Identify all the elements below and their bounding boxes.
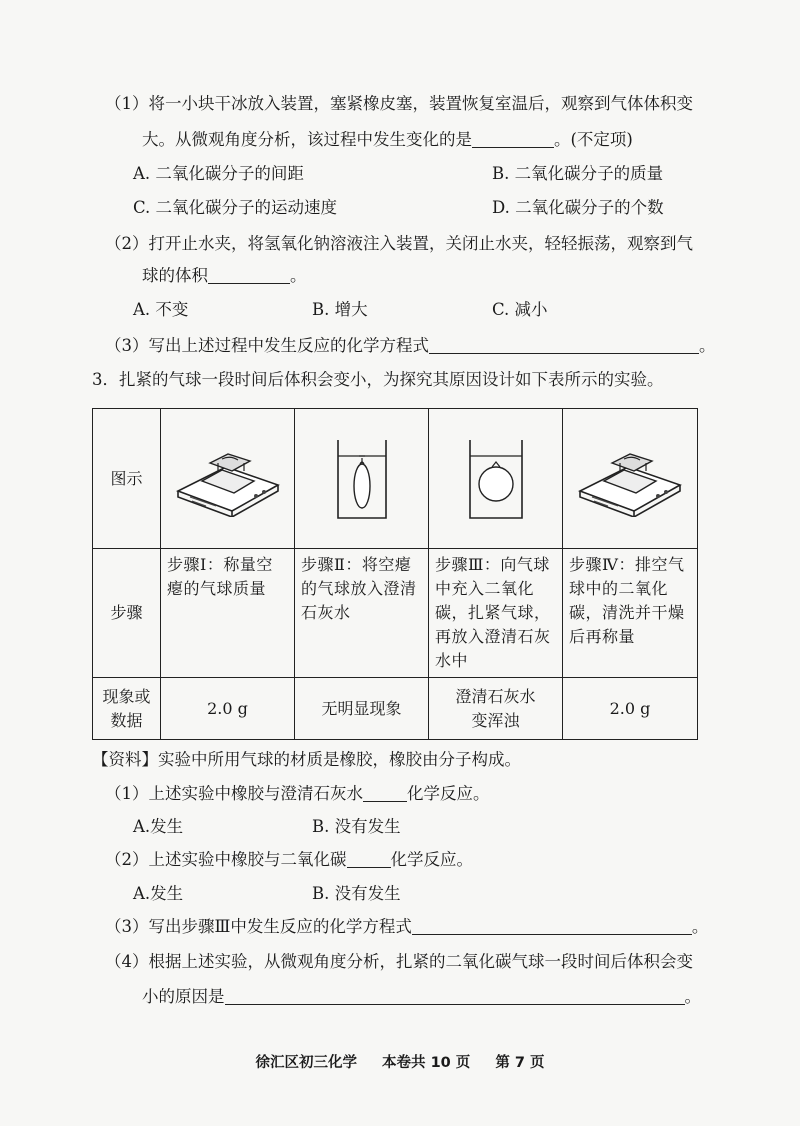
info-text: 【资料】实验中所用气球的材质是橡胶，橡胶由分子构成。 (92, 750, 521, 769)
table-row-figures (93, 409, 698, 549)
q1-answer-blank[interactable] (472, 129, 554, 148)
q1-line2-text: 大。从微观角度分析，该过程中发生变化的是 (142, 130, 472, 149)
figure-cell-3 (429, 409, 563, 549)
p2-line (105, 848, 473, 872)
table-row-steps (93, 549, 698, 678)
q2-answer-blank[interactable] (208, 265, 290, 284)
page-footer (0, 1051, 800, 1072)
row-header-steps: 步骤 (93, 549, 161, 678)
p4-text: 小的原因是 (142, 987, 225, 1006)
step-1-text: 步骤Ⅰ：称量空瘪的气球质量 (161, 549, 295, 678)
p2-text-a: （2）上述实验中橡胶与二氧化碳 (105, 850, 347, 869)
p4-answer-blank[interactable] (225, 986, 685, 1005)
q1-option-b: B. 二氧化碳分子的质量 (492, 164, 664, 183)
q3-text: （3）写出上述过程中发生反应的化学方程式 (105, 336, 429, 355)
beaker-inflated-balloon-icon (429, 410, 562, 548)
p3-line (105, 915, 708, 939)
q1-line2 (142, 128, 633, 152)
p3-answer-blank[interactable] (412, 916, 692, 935)
p1-text-a: （1）上述实验中橡胶与澄清石灰水 (105, 784, 363, 803)
result-4: 2.0 g (563, 678, 698, 740)
p4-line2 (142, 985, 701, 1009)
p2-answer-blank[interactable] (347, 849, 391, 868)
p2-option-b: B. 没有发生 (312, 884, 401, 903)
balance-icon (563, 410, 697, 548)
q1-option-a: A. 二氧化碳分子的间距 (133, 164, 304, 183)
q2-line2-text: 球的体积 (142, 266, 208, 285)
q2-option-c: C. 减小 (492, 300, 548, 319)
q2-option-a: A. 不变 (133, 300, 189, 319)
result-2: 无明显现象 (295, 678, 429, 740)
q2-line2 (142, 264, 307, 288)
footer-page-number: 第 7 页 (495, 1055, 545, 1071)
experiment-table (92, 408, 698, 740)
q3-line (105, 334, 716, 358)
table-row-results (93, 678, 698, 740)
step-4-text: 步骤Ⅳ：排空气球中的二氧化碳，清洗并干燥后再称量 (563, 549, 698, 678)
p2-text-b: 化学反应。 (390, 850, 473, 869)
p4-end: 。 (684, 987, 701, 1006)
q1-option-d: D. 二氧化碳分子的个数 (492, 198, 664, 217)
p1-answer-blank[interactable] (363, 783, 407, 802)
balance-icon (161, 410, 294, 548)
p1-text-b: 化学反应。 (407, 784, 490, 803)
row-header-results: 现象或数据 (93, 678, 161, 740)
q1-line1: （1）将一小块干冰放入装置，塞紧橡皮塞，装置恢复室温后，观察到气体体积变 (105, 94, 693, 113)
footer-total-pages: 本卷共 10 页 (382, 1055, 471, 1071)
figure-cell-1 (161, 409, 295, 549)
p2-option-a: A.发生 (133, 884, 184, 903)
step-3-text: 步骤Ⅲ：向气球中充入二氧化碳，扎紧气球，再放入澄清石灰水中 (429, 549, 563, 678)
step-2-text: 步骤Ⅱ：将空瘪的气球放入澄清石灰水 (295, 549, 429, 678)
row-header-figures: 图示 (93, 409, 161, 549)
q2-line2-end: 。 (290, 266, 307, 285)
figure-cell-4 (563, 409, 698, 549)
p1-option-a: A.发生 (133, 817, 184, 836)
q2-line1: （2）打开止水夹，将氢氧化钠溶液注入装置，关闭止水夹，轻轻振荡，观察到气 (105, 234, 693, 253)
q2-option-b: B. 增大 (312, 300, 368, 319)
beaker-deflated-balloon-icon (295, 410, 428, 548)
p1-option-b: B. 没有发生 (312, 817, 401, 836)
p1-line (105, 782, 490, 806)
p3-end: 。 (691, 917, 709, 936)
q3-answer-blank[interactable] (429, 335, 699, 354)
q1-option-c: C. 二氧化碳分子的运动速度 (133, 198, 338, 217)
result-3: 澄清石灰水变浑浊 (429, 678, 563, 740)
p3-text: （3）写出步骤Ⅲ中发生反应的化学方程式 (105, 917, 412, 936)
result-1: 2.0 g (161, 678, 295, 740)
section3-title: 3．扎紧的气球一段时间后体积会变小，为探究其原因设计如下表所示的实验。 (92, 370, 664, 389)
figure-cell-2 (295, 409, 429, 549)
footer-region: 徐汇区初三化学 (255, 1055, 357, 1071)
q1-line2-end: 。(不定项) (554, 130, 633, 149)
q3-end: 。 (699, 336, 716, 355)
p4-line1: （4）根据上述实验，从微观角度分析，扎紧的二氧化碳气球一段时间后体积会变 (105, 952, 693, 971)
